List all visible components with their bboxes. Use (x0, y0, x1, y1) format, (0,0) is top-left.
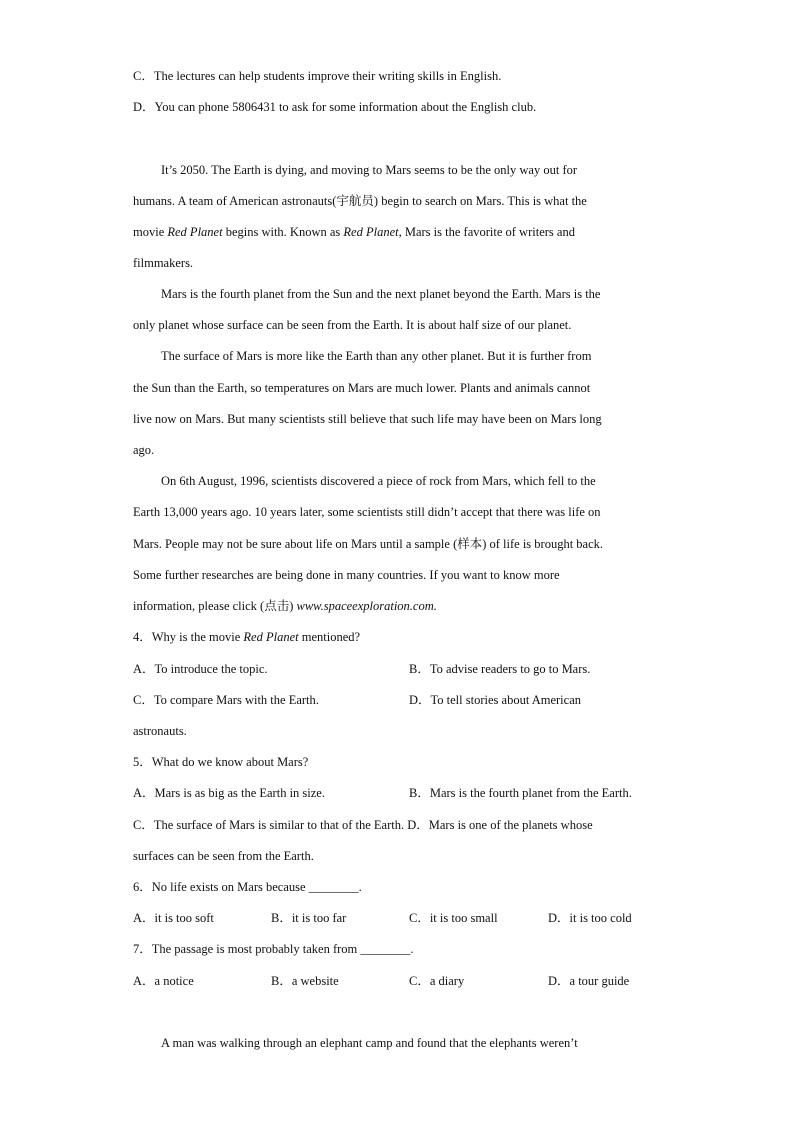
q4-option-c: C．To compare Mars with the Earth. (133, 693, 319, 707)
text-span: begins with. Known as (222, 225, 344, 239)
passage-line: the Sun than the Earth, so temperatures on Mars are much lower. Plants and animals cannot (133, 381, 591, 395)
movie-title: Red Planet (343, 225, 399, 239)
text-span: 4．Why is the movie (133, 630, 244, 644)
q6-option-d: D．it is too cold (548, 911, 632, 925)
text-span: information, please click (点击) (133, 599, 297, 613)
passage-line: live now on Mars. But many scientists still believe that such life may have been on Mars long (133, 412, 602, 426)
question-5-stem: 5．What do we know about Mars? (133, 755, 309, 769)
q6-option-a: A．it is too soft (133, 911, 214, 925)
passage-line: It’s 2050. The Earth is dying, and moving to Mars seems to be the only way out for (161, 163, 578, 177)
passage-line (133, 224, 575, 240)
text-span: movie (133, 225, 168, 239)
text-span: mentioned? (298, 630, 361, 644)
passage-line: Some further researches are being done in many countries. If you want to know more (133, 568, 560, 582)
q7-option-d: D．a tour guide (548, 974, 630, 988)
question-7-stem: 7．The passage is most probably taken from ________. (133, 942, 414, 956)
q6-option-c: C．it is too small (409, 911, 498, 925)
q5-option-b: B．Mars is the fourth planet from the Earth. (409, 786, 632, 800)
q5-option-cd: C．The surface of Mars is similar to that of the Earth. D．Mars is one of the planets whose (133, 818, 593, 832)
passage-line: filmmakers. (133, 256, 194, 270)
q5-option-d-cont: surfaces can be seen from the Earth. (133, 849, 314, 863)
passage-line: humans. A team of American astronauts(宇航员) begin to search on Mars. This is what the (133, 194, 587, 208)
passage-line: Mars. People may not be sure about life on Mars until a sample (样本) of life is brought back. (133, 537, 604, 551)
passage-line: On 6th August, 1996, scientists discovered a piece of rock from Mars, which fell to the (161, 474, 596, 488)
passage-line: Mars is the fourth planet from the Sun and the next planet beyond the Earth. Mars is the (161, 287, 601, 301)
text-span: , Mars is the favorite of writers and (398, 225, 575, 239)
passage-line: Earth 13,000 years ago. 10 years later, some scientists still didn’t accept that there was life on (133, 505, 601, 519)
q7-option-a: A．a notice (133, 974, 194, 988)
option-d-prev: D．You can phone 5806431 to ask for some information about the English club. (133, 100, 537, 114)
option-c-prev: C．The lectures can help students improve their writing skills in English. (133, 69, 502, 83)
q4-option-a: A．To introduce the topic. (133, 662, 268, 676)
q7-option-b: B．a website (271, 974, 339, 988)
passage-line: The surface of Mars is more like the Earth than any other planet. But it is further from (161, 349, 592, 363)
website-url: www.spaceexploration.com. (296, 599, 437, 613)
q4-option-d: D．To tell stories about American (409, 693, 582, 707)
q7-option-c: C．a diary (409, 974, 465, 988)
passage-line: ago. (133, 443, 155, 457)
passage-line (133, 598, 437, 614)
movie-title: Red Planet (243, 630, 299, 644)
movie-title: Red Planet (167, 225, 223, 239)
question-4-stem (133, 629, 360, 645)
q6-option-b: B．it is too far (271, 911, 347, 925)
next-passage-line: A man was walking through an elephant camp and found that the elephants weren’t (161, 1036, 578, 1050)
q4-option-d-cont: astronauts. (133, 724, 187, 738)
q5-option-a: A．Mars is as big as the Earth in size. (133, 786, 325, 800)
q4-option-b: B．To advise readers to go to Mars. (409, 662, 591, 676)
passage-line: only planet whose surface can be seen from the Earth. It is about half size of our planet. (133, 318, 572, 332)
question-6-stem: 6．No life exists on Mars because ________. (133, 880, 362, 894)
